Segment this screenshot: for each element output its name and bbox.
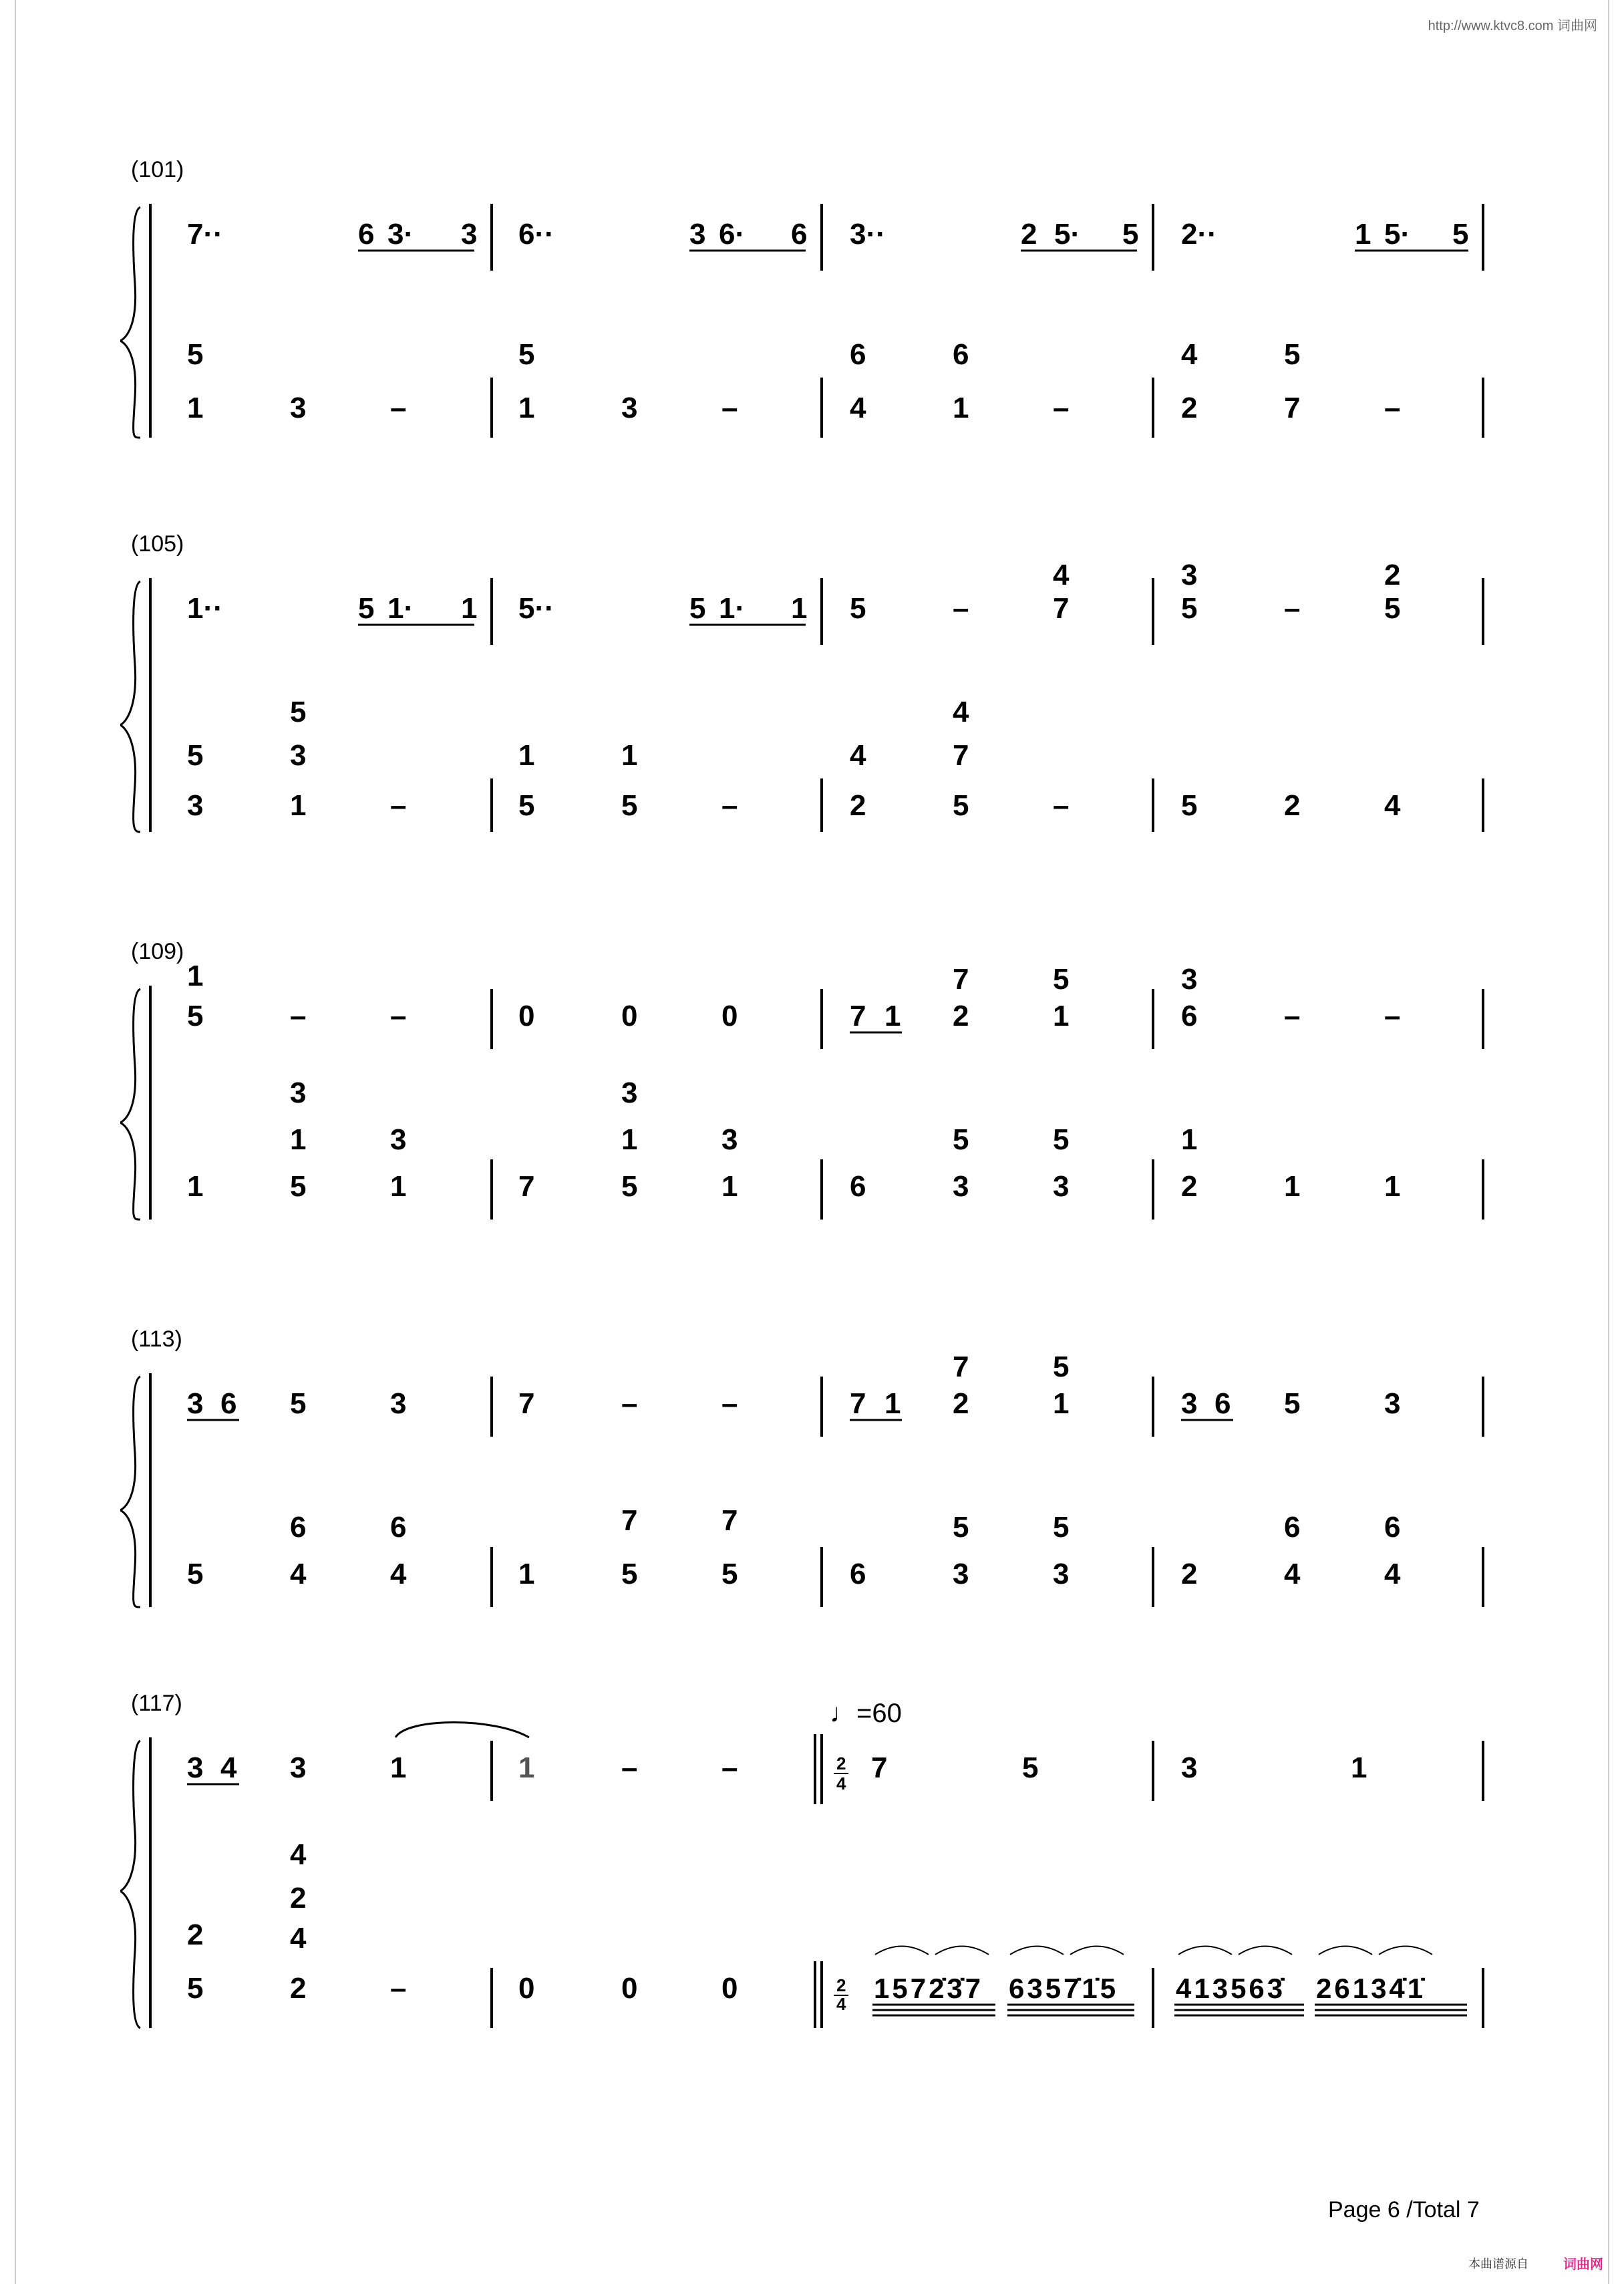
svg-text:5: 5 <box>953 1511 969 1544</box>
svg-text:0: 0 <box>721 1972 738 2005</box>
svg-text:3: 3 <box>1384 1387 1401 1420</box>
svg-text:5: 5 <box>1284 1387 1301 1420</box>
svg-text:7··: 7·· <box>187 218 223 251</box>
measure-number: (117) <box>131 1691 182 1716</box>
svg-text:–: – <box>390 789 407 822</box>
svg-text:1: 1 <box>884 1387 901 1420</box>
svg-text:7: 7 <box>721 1504 738 1537</box>
svg-text:4: 4 <box>1053 559 1070 591</box>
svg-text:1: 1 <box>791 592 808 625</box>
svg-text:3: 3 <box>290 392 307 424</box>
svg-text:2: 2 <box>836 1753 846 1773</box>
score-system-1 <box>120 157 1510 451</box>
svg-text:4: 4 <box>220 1751 237 1784</box>
svg-text:4: 4 <box>290 1558 307 1590</box>
svg-text:4: 4 <box>290 1838 307 1871</box>
svg-text:7: 7 <box>850 1000 866 1032</box>
svg-text:5: 5 <box>1053 1511 1070 1544</box>
svg-text:6··: 6·· <box>518 218 554 251</box>
svg-text:2: 2 <box>953 1387 969 1420</box>
page-number: Page 6 /Total 7 <box>1328 2197 1480 2223</box>
svg-text:3: 3 <box>953 1558 969 1590</box>
svg-text:5: 5 <box>953 1123 969 1156</box>
svg-text:2: 2 <box>1384 559 1401 591</box>
svg-text:6: 6 <box>290 1511 307 1544</box>
svg-text:2: 2 <box>953 1000 969 1032</box>
svg-text:3: 3 <box>721 1123 738 1156</box>
svg-text:–: – <box>621 1387 638 1420</box>
svg-text:1: 1 <box>290 1123 307 1156</box>
svg-text:–: – <box>1284 1000 1301 1032</box>
svg-text:1: 1 <box>518 739 535 772</box>
score-staff-2 <box>120 531 1510 845</box>
tempo-text: =60 <box>856 1699 902 1728</box>
svg-text:3: 3 <box>621 1077 638 1109</box>
svg-text:6: 6 <box>850 1170 866 1203</box>
svg-text:3·: 3· <box>387 218 414 251</box>
svg-text:3··: 3·· <box>850 218 886 251</box>
svg-text:7: 7 <box>518 1387 535 1420</box>
score-staff-3 <box>120 939 1510 1233</box>
svg-text:4: 4 <box>1181 338 1198 371</box>
svg-text:2: 2 <box>1181 392 1198 424</box>
svg-text:6: 6 <box>850 1558 866 1590</box>
svg-text:6: 6 <box>1181 1000 1198 1032</box>
score-staff-4 <box>120 1326 1510 1620</box>
svg-text:3: 3 <box>187 789 204 822</box>
svg-text:4: 4 <box>850 392 866 424</box>
svg-text:3: 3 <box>290 1751 307 1784</box>
svg-text:1·: 1· <box>719 592 746 625</box>
svg-text:5: 5 <box>1053 1123 1070 1156</box>
svg-text:–: – <box>721 1387 738 1420</box>
score-system-3 <box>120 939 1510 1233</box>
svg-text:5: 5 <box>187 1558 204 1590</box>
svg-text:3: 3 <box>1053 1170 1070 1203</box>
svg-text:–: – <box>1384 392 1401 424</box>
svg-text:1: 1 <box>187 960 204 992</box>
svg-text:7: 7 <box>953 963 969 996</box>
svg-text:5: 5 <box>187 338 204 371</box>
footer-brand-left: 本曲谱源自 <box>1468 2257 1528 2271</box>
svg-text:–: – <box>621 1751 638 1784</box>
svg-text:5: 5 <box>187 1000 204 1032</box>
svg-text:5: 5 <box>1053 963 1070 996</box>
svg-text:4: 4 <box>1384 789 1401 822</box>
right-watermark-strip <box>1608 0 1624 2284</box>
svg-text:7: 7 <box>850 1387 866 1420</box>
svg-text:4: 4 <box>850 739 866 772</box>
svg-text:–: – <box>721 392 738 424</box>
svg-text:5: 5 <box>1452 218 1469 251</box>
svg-text:1: 1 <box>884 1000 901 1032</box>
score-system-5 <box>120 1691 1510 2038</box>
score-system-4 <box>120 1326 1510 1620</box>
svg-text:2: 2 <box>1181 1558 1198 1590</box>
svg-text:3: 3 <box>390 1123 407 1156</box>
svg-text:1·: 1· <box>387 592 414 625</box>
svg-text:7: 7 <box>1053 592 1070 625</box>
svg-text:6: 6 <box>850 338 866 371</box>
svg-text:3: 3 <box>187 1387 204 1420</box>
svg-text:1: 1 <box>1053 1000 1070 1032</box>
svg-text:1: 1 <box>721 1170 738 1203</box>
svg-text:2: 2 <box>1021 218 1037 251</box>
svg-text:5·: 5· <box>1054 218 1081 251</box>
svg-text:5: 5 <box>1022 1751 1039 1784</box>
svg-text:1: 1 <box>390 1751 407 1784</box>
svg-text:2: 2 <box>836 1975 846 1995</box>
svg-text:4: 4 <box>836 1994 846 2014</box>
svg-text:5: 5 <box>621 1170 638 1203</box>
svg-text:1··: 1·· <box>187 592 223 625</box>
svg-text:–: – <box>390 1972 407 2005</box>
tempo-mark <box>830 1699 902 1729</box>
svg-text:1: 1 <box>1284 1170 1301 1203</box>
svg-text:1: 1 <box>518 1558 535 1590</box>
svg-text:5: 5 <box>621 1558 638 1590</box>
svg-text:5: 5 <box>358 592 375 625</box>
svg-text:1: 1 <box>1384 1170 1401 1203</box>
score-staff-1 <box>120 157 1510 451</box>
svg-text:–: – <box>953 592 969 625</box>
svg-text:5: 5 <box>850 592 866 625</box>
svg-text:0: 0 <box>518 1972 535 2005</box>
svg-text:5: 5 <box>187 1972 204 2005</box>
svg-text:5: 5 <box>721 1558 738 1590</box>
svg-text:–: – <box>390 392 407 424</box>
svg-text:5: 5 <box>953 789 969 822</box>
score-system-2 <box>120 531 1510 845</box>
svg-text:3: 3 <box>953 1170 969 1203</box>
svg-text:3: 3 <box>1181 559 1198 591</box>
svg-text:6: 6 <box>1384 1511 1401 1544</box>
svg-text:6·: 6· <box>719 218 746 251</box>
svg-text:3: 3 <box>290 739 307 772</box>
measure-number: (105) <box>131 531 184 557</box>
svg-text:7: 7 <box>871 1751 888 1784</box>
svg-text:26134̇1̇: 26134̇1̇ <box>1316 1973 1426 2004</box>
svg-text:3: 3 <box>689 218 706 251</box>
svg-text:1: 1 <box>621 1123 638 1156</box>
svg-text:7: 7 <box>621 1504 638 1537</box>
svg-text:5: 5 <box>1284 338 1301 371</box>
svg-text:6: 6 <box>791 218 808 251</box>
svg-text:1: 1 <box>187 392 204 424</box>
svg-text:5: 5 <box>1053 1350 1070 1383</box>
svg-text:0: 0 <box>621 1000 638 1032</box>
footer-brand-right: 词曲网 <box>1563 2257 1603 2272</box>
svg-text:1: 1 <box>518 1751 535 1784</box>
svg-text:4: 4 <box>1284 1558 1301 1590</box>
svg-text:1572̇3̇7: 1572̇3̇7 <box>874 1973 984 2004</box>
measure-number: (101) <box>131 157 184 182</box>
svg-text:1: 1 <box>1053 1387 1070 1420</box>
svg-text:4: 4 <box>836 1773 846 1794</box>
svg-text:1: 1 <box>518 392 535 424</box>
svg-text:4: 4 <box>290 1922 307 1955</box>
svg-text:2: 2 <box>290 1972 307 2005</box>
svg-text:3: 3 <box>1181 963 1198 996</box>
svg-text:6: 6 <box>953 338 969 371</box>
svg-text:6: 6 <box>358 218 375 251</box>
svg-text:7: 7 <box>518 1170 535 1203</box>
svg-text:6357̇1̇5: 6357̇1̇5 <box>1009 1973 1119 2004</box>
svg-text:2: 2 <box>1181 1170 1198 1203</box>
svg-text:2: 2 <box>1284 789 1301 822</box>
svg-text:–: – <box>1284 592 1301 625</box>
svg-text:1: 1 <box>1351 1751 1367 1784</box>
left-watermark-strip <box>0 0 16 2284</box>
svg-text:5·: 5· <box>1384 218 1411 251</box>
svg-text:–: – <box>390 1000 407 1032</box>
svg-text:1: 1 <box>290 789 307 822</box>
svg-text:2: 2 <box>187 1918 204 1951</box>
svg-text:0: 0 <box>721 1000 738 1032</box>
svg-text:3: 3 <box>1181 1387 1198 1420</box>
svg-text:0: 0 <box>518 1000 535 1032</box>
svg-text:413563̇: 413563̇ <box>1176 1973 1286 2004</box>
svg-text:–: – <box>721 1751 738 1784</box>
svg-text:0: 0 <box>621 1972 638 2005</box>
svg-text:3: 3 <box>461 218 478 251</box>
svg-text:5: 5 <box>621 789 638 822</box>
svg-text:5: 5 <box>290 1170 307 1203</box>
svg-text:3: 3 <box>187 1751 204 1784</box>
svg-text:4: 4 <box>1384 1558 1401 1590</box>
svg-text:1: 1 <box>1355 218 1371 251</box>
svg-text:5: 5 <box>290 1387 307 1420</box>
svg-text:5: 5 <box>187 739 204 772</box>
svg-text:–: – <box>1384 1000 1401 1032</box>
svg-text:5: 5 <box>1384 592 1401 625</box>
svg-text:6: 6 <box>1214 1387 1231 1420</box>
svg-text:3: 3 <box>1181 1751 1198 1784</box>
svg-text:3: 3 <box>1053 1558 1070 1590</box>
svg-text:5: 5 <box>1122 218 1139 251</box>
svg-text:5: 5 <box>518 338 535 371</box>
svg-text:1: 1 <box>953 392 969 424</box>
svg-text:3: 3 <box>390 1387 407 1420</box>
svg-text:2··: 2·· <box>1181 218 1217 251</box>
svg-text:4: 4 <box>390 1558 407 1590</box>
svg-text:7: 7 <box>1284 392 1301 424</box>
svg-text:6: 6 <box>1284 1511 1301 1544</box>
svg-text:5: 5 <box>1181 592 1198 625</box>
svg-text:1: 1 <box>187 1170 204 1203</box>
svg-text:2: 2 <box>850 789 866 822</box>
svg-text:2: 2 <box>290 1882 307 1914</box>
svg-text:4: 4 <box>953 696 969 728</box>
svg-text:1: 1 <box>1181 1123 1198 1156</box>
svg-text:–: – <box>1053 392 1070 424</box>
svg-text:7: 7 <box>953 739 969 772</box>
svg-text:6: 6 <box>220 1387 237 1420</box>
svg-text:3: 3 <box>290 1077 307 1109</box>
svg-text:5: 5 <box>518 789 535 822</box>
svg-text:5··: 5·· <box>518 592 554 625</box>
svg-text:–: – <box>1053 789 1070 822</box>
score-staff-5 <box>120 1691 1510 2038</box>
measure-number: (113) <box>131 1326 182 1352</box>
svg-text:5: 5 <box>689 592 706 625</box>
measure-number: (109) <box>131 939 184 964</box>
svg-text:1: 1 <box>621 739 638 772</box>
svg-text:5: 5 <box>1181 789 1198 822</box>
svg-text:–: – <box>721 789 738 822</box>
svg-text:7: 7 <box>953 1350 969 1383</box>
header-url: http://www.ktvc8.com 词曲网 <box>1428 19 1597 33</box>
svg-text:6: 6 <box>390 1511 407 1544</box>
svg-text:–: – <box>290 1000 307 1032</box>
svg-text:3: 3 <box>621 392 638 424</box>
svg-text:1: 1 <box>461 592 478 625</box>
svg-text:1: 1 <box>390 1170 407 1203</box>
svg-text:5: 5 <box>290 696 307 728</box>
quarter-note-icon: ♩ <box>830 1699 856 1728</box>
